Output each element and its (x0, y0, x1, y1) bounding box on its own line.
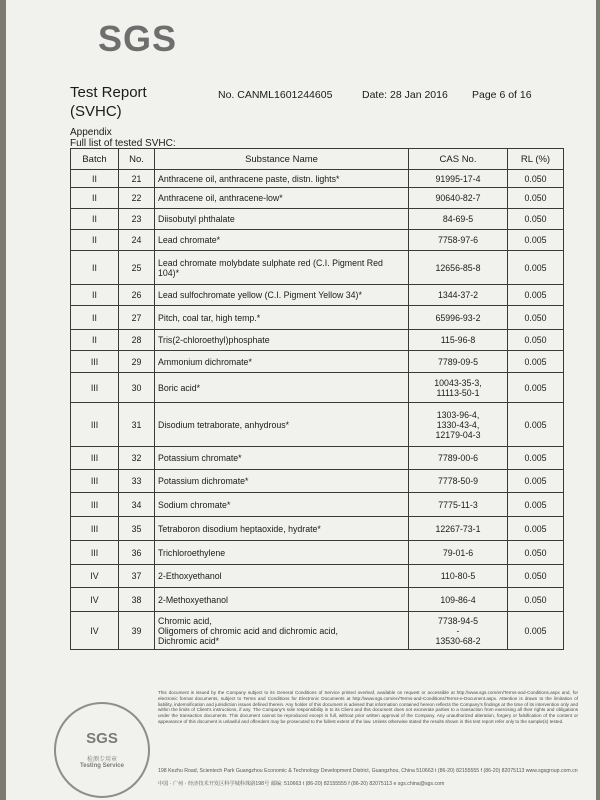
cell-cas-number: 12267-73-1 (409, 517, 508, 541)
svhc-table (70, 148, 564, 650)
cell-substance-name: Anthracene oil, anthracene-low* (155, 188, 409, 209)
cell-cas-number: 84-69-5 (409, 209, 508, 230)
cell-cas-number: 110-80-5 (409, 565, 508, 588)
cell-batch: III (71, 403, 119, 447)
page-number: Page 6 of 16 (472, 89, 532, 101)
table-body (71, 170, 564, 650)
cell-rl: 0.050 (508, 188, 564, 209)
cell-substance-name: 2-Ethoxyethanol (155, 565, 409, 588)
cell-rl: 0.005 (508, 493, 564, 517)
cell-rl: 0.005 (508, 517, 564, 541)
cell-no: 26 (119, 285, 155, 306)
cell-no: 27 (119, 306, 155, 330)
cell-batch: II (71, 188, 119, 209)
cell-no: 35 (119, 517, 155, 541)
cell-batch: IV (71, 588, 119, 612)
cell-no: 25 (119, 251, 155, 285)
header-substance: Substance Name (155, 149, 409, 170)
table-row (71, 588, 564, 612)
cell-batch: III (71, 447, 119, 470)
cell-batch: II (71, 306, 119, 330)
table-row (71, 188, 564, 209)
cell-no: 31 (119, 403, 155, 447)
cell-substance-name: Disodium tetraborate, anhydrous* (155, 403, 409, 447)
cell-no: 23 (119, 209, 155, 230)
legal-disclaimer: This document is issued by the Company subject to its General Conditions of Service printed overleaf, available on request or accessible at http://www.sgs.com/en/Terms-and-Conditions.aspx and, for electronic format documents, subject to Terms and Conditions for Electronic Documents at http://www.sgs.com/en/Terms-and-Conditions/Terms-e-Document.aspx. Attention is drawn to the limitation of liability, indemnification and jurisdiction issues defined therein. Any holder of this document is advised that information contained hereon reflects the Company's findings at the time of its intervention only and within the limits of Client's instructions, if any. The Company's sole responsibility is to its Client and this document does not exonerate parties to a transaction from exercising all their rights and obligations under the transaction documents. This document cannot be reproduced except in full, without prior written approval of the Company. Any unauthorized alteration, forgery or falsification of the content or appearance of this document is unlawful and offenders may be prosecuted to the fullest extent of the law. Unless otherwise stated the results shown in this test report refer only to the sample(s) tested. (158, 690, 578, 724)
cell-rl: 0.050 (508, 541, 564, 565)
sgs-logo: SGS (98, 18, 178, 59)
cell-rl: 0.050 (508, 330, 564, 351)
cell-batch: III (71, 541, 119, 565)
cell-batch: III (71, 351, 119, 373)
cell-rl: 0.050 (508, 306, 564, 330)
cell-batch: II (71, 330, 119, 351)
cell-cas-number: 79-01-6 (409, 541, 508, 565)
table-row (71, 541, 564, 565)
table-row (71, 209, 564, 230)
cell-no: 36 (119, 541, 155, 565)
cell-substance-name: Sodium chromate* (155, 493, 409, 517)
cell-batch: II (71, 209, 119, 230)
cell-substance-name: Potassium chromate* (155, 447, 409, 470)
cell-batch: III (71, 373, 119, 403)
cell-no: 28 (119, 330, 155, 351)
cell-no: 39 (119, 612, 155, 650)
appendix-label: Appendix (70, 127, 112, 138)
cell-cas-number: 1303-96-4, 1330-43-4, 12179-04-3 (409, 403, 508, 447)
cell-batch: III (71, 470, 119, 493)
cell-substance-name: Boric acid* (155, 373, 409, 403)
cell-rl: 0.005 (508, 403, 564, 447)
cell-cas-number: 90640-82-7 (409, 188, 508, 209)
cell-substance-name: 2-Methoxyethanol (155, 588, 409, 612)
cell-cas-number: 7738-94-5 - 13530-68-2 (409, 612, 508, 650)
table-row (71, 170, 564, 188)
cell-batch: II (71, 251, 119, 285)
cell-substance-name: Ammonium dichromate* (155, 351, 409, 373)
table-row (71, 447, 564, 470)
report-subtitle: (SVHC) (70, 103, 122, 120)
header-rl: RL (%) (508, 149, 564, 170)
report-title: Test Report (70, 84, 147, 101)
cell-cas-number: 7758-97-6 (409, 230, 508, 251)
address-chinese: 中国 · 广州 · 经济技术开发区科学城科珠路198号 邮编: 510663 t (86-20) 82155555 f (86-20) 82075113 e sgs.china@sgs.com (158, 781, 445, 787)
stamp-logo: SGS (86, 730, 118, 747)
cell-no: 33 (119, 470, 155, 493)
report-page (6, 0, 596, 800)
cell-no: 30 (119, 373, 155, 403)
cell-no: 37 (119, 565, 155, 588)
cell-batch: IV (71, 565, 119, 588)
cell-substance-name: Trichloroethylene (155, 541, 409, 565)
cell-batch: II (71, 285, 119, 306)
cell-no: 21 (119, 170, 155, 188)
cell-no: 24 (119, 230, 155, 251)
testing-service-stamp (54, 702, 150, 798)
table-row (71, 330, 564, 351)
table-row (71, 403, 564, 447)
table-row (71, 285, 564, 306)
table-row (71, 565, 564, 588)
cell-substance-name: Pitch, coal tar, high temp.* (155, 306, 409, 330)
header-cas: CAS No. (409, 149, 508, 170)
table-row (71, 517, 564, 541)
cell-batch: II (71, 230, 119, 251)
cell-no: 29 (119, 351, 155, 373)
cell-substance-name: Tetraboron disodium heptaoxide, hydrate* (155, 517, 409, 541)
cell-rl: 0.005 (508, 612, 564, 650)
cell-cas-number: 65996-93-2 (409, 306, 508, 330)
cell-substance-name: Lead chromate molybdate sulphate red (C.I. Pigment Red 104)* (155, 251, 409, 285)
report-number: No. CANML1601244605 (218, 89, 333, 101)
cell-rl: 0.005 (508, 373, 564, 403)
stamp-chinese-text: 检测专用章 (86, 757, 117, 763)
cell-rl: 0.050 (508, 588, 564, 612)
cell-substance-name: Anthracene oil, anthracene paste, distn. lights* (155, 170, 409, 188)
address-english: 198 Kezhu Road, Scientech Park Guangzhou Economic & Technology Development District, Guangzhou, China 510663 t (86-20) 82155555 f (86-20) 82075113 www.sgsgroup.com.cn (158, 768, 578, 774)
cell-batch: II (71, 170, 119, 188)
cell-no: 22 (119, 188, 155, 209)
cell-rl: 0.005 (508, 285, 564, 306)
table-row (71, 230, 564, 251)
cell-cas-number: 91995-17-4 (409, 170, 508, 188)
cell-rl: 0.005 (508, 230, 564, 251)
cell-rl: 0.050 (508, 565, 564, 588)
cell-cas-number: 1344-37-2 (409, 285, 508, 306)
cell-batch: III (71, 493, 119, 517)
table-row (71, 493, 564, 517)
cell-substance-name: Lead chromate* (155, 230, 409, 251)
cell-no: 34 (119, 493, 155, 517)
cell-cas-number: 7789-09-5 (409, 351, 508, 373)
cell-rl: 0.050 (508, 170, 564, 188)
cell-rl: 0.005 (508, 470, 564, 493)
cell-cas-number: 109-86-4 (409, 588, 508, 612)
cell-substance-name: Potassium dichromate* (155, 470, 409, 493)
table-row (71, 470, 564, 493)
table-row (71, 306, 564, 330)
table-row (71, 351, 564, 373)
cell-batch: III (71, 517, 119, 541)
stamp-english-text: Testing Service (80, 763, 124, 769)
cell-batch: IV (71, 612, 119, 650)
cell-substance-name: Tris(2-chloroethyl)phosphate (155, 330, 409, 351)
report-date: Date: 28 Jan 2016 (362, 89, 448, 101)
table-row (71, 373, 564, 403)
table-row (71, 251, 564, 285)
cell-substance-name: Diisobutyl phthalate (155, 209, 409, 230)
header-batch: Batch (71, 149, 119, 170)
footer (54, 690, 578, 800)
cell-rl: 0.050 (508, 209, 564, 230)
cell-no: 38 (119, 588, 155, 612)
cell-cas-number: 7775-11-3 (409, 493, 508, 517)
cell-rl: 0.005 (508, 447, 564, 470)
cell-cas-number: 7789-00-6 (409, 447, 508, 470)
table-row (71, 612, 564, 650)
list-title: Full list of tested SVHC: (70, 138, 176, 149)
cell-substance-name: Lead sulfochromate yellow (C.I. Pigment Yellow 34)* (155, 285, 409, 306)
cell-cas-number: 115-96-8 (409, 330, 508, 351)
header-no: No. (119, 149, 155, 170)
cell-cas-number: 10043-35-3, 11113-50-1 (409, 373, 508, 403)
table-header-row (71, 149, 564, 170)
cell-substance-name: Chromic acid, Oligomers of chromic acid and dichromic acid, Dichromic acid* (155, 612, 409, 650)
cell-rl: 0.005 (508, 351, 564, 373)
cell-cas-number: 7778-50-9 (409, 470, 508, 493)
cell-no: 32 (119, 447, 155, 470)
cell-rl: 0.005 (508, 251, 564, 285)
cell-cas-number: 12656-85-8 (409, 251, 508, 285)
